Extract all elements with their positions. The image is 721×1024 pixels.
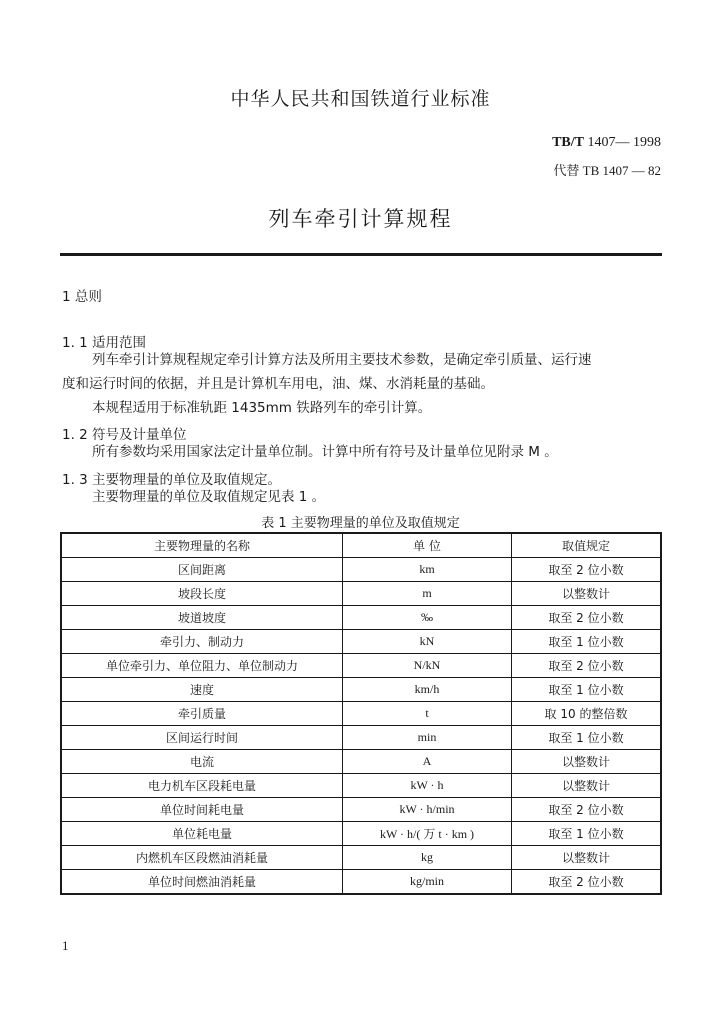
cell-unit: km [343,558,512,582]
table-row [61,798,661,822]
header-quantity: 主要物理量的名称 [61,533,343,558]
table-row [61,702,661,726]
table-caption: 表 1 主要物理量的单位及取值规定 [261,516,460,531]
paragraph-1-line-2: 度和运行时间的依据，并且是计算机车用电，油、煤、水消耗量的基础。 [62,376,494,392]
cell-unit: A [343,750,512,774]
table-row [61,846,661,870]
cell-rule: 取至 2 位小数 [512,558,662,582]
section-1-2-heading: 1. 2 符号及计量单位 [62,427,187,443]
cell-quantity: 电流 [61,750,343,774]
cell-rule: 取至 2 位小数 [512,870,662,895]
cell-unit: km/h [343,678,512,702]
cell-rule: 以整数计 [512,774,662,798]
table-row [61,558,661,582]
table-row [61,582,661,606]
table-row [61,654,661,678]
cell-unit: kW · h [343,774,512,798]
standard-category-title: 中华人民共和国铁道行业标准 [230,88,491,110]
paragraph-1-line-1: 列车牵引计算规程规定牵引计算方法及所用主要技术参数，是确定牵引质量、运行速 [92,352,592,368]
cell-rule: 以整数计 [512,846,662,870]
cell-unit: ‰ [343,606,512,630]
cell-rule: 以整数计 [512,582,662,606]
table-row [61,630,661,654]
cell-quantity: 速度 [61,678,343,702]
cell-quantity: 区间运行时间 [61,726,343,750]
cell-unit: t [343,702,512,726]
cell-rule: 取至 2 位小数 [512,606,662,630]
replaces-standard: 代替 TB 1407 — 82 [553,163,661,178]
cell-rule: 取至 2 位小数 [512,654,662,678]
paragraph-3: 主要物理量的单位及取值规定见表 1 。 [92,489,326,505]
cell-quantity: 坡段长度 [61,582,343,606]
document-title: 列车牵引计算规程 [268,207,453,231]
cell-quantity: 单位时间耗电量 [61,798,343,822]
table-row [61,726,661,750]
table-row [61,774,661,798]
cell-unit: min [343,726,512,750]
cell-quantity: 坡道坡度 [61,606,343,630]
table-row [61,606,661,630]
title-divider [60,253,662,256]
table-row [61,678,661,702]
cell-rule: 取至 2 位小数 [512,798,662,822]
units-table [60,532,662,895]
cell-rule: 取至 1 位小数 [512,822,662,846]
section-1-heading: 1 总则 [62,289,102,305]
cell-quantity: 区间距离 [61,558,343,582]
cell-unit: kW · h/min [343,798,512,822]
paragraph-2: 所有参数均采用国家法定计量单位制。计算中所有符号及计量单位见附录 M 。 [92,444,558,460]
section-1-3-heading: 1. 3 主要物理量的单位及取值规定。 [62,472,282,488]
cell-quantity: 内燃机车区段燃油消耗量 [61,846,343,870]
cell-rule: 取至 1 位小数 [512,726,662,750]
standard-code-prefix: TB/T [552,135,584,150]
cell-rule: 以整数计 [512,750,662,774]
cell-rule: 取至 1 位小数 [512,630,662,654]
standard-code-number: 1407— 1998 [587,135,661,150]
table-body [61,558,661,895]
table-header-row [61,533,661,558]
cell-unit: m [343,582,512,606]
table-row [61,870,661,895]
cell-quantity: 牵引力、制动力 [61,630,343,654]
cell-unit: kg/min [343,870,512,895]
paragraph-1-line-3: 本规程适用于标准轨距 1435mm 铁路列车的牵引计算。 [92,400,432,416]
cell-quantity: 牵引质量 [61,702,343,726]
standard-code [552,135,661,151]
cell-unit: kg [343,846,512,870]
header-rule: 取值规定 [512,533,662,558]
cell-unit: N/kN [343,654,512,678]
table-row [61,750,661,774]
cell-quantity: 单位牵引力、单位阻力、单位制动力 [61,654,343,678]
cell-quantity: 电力机车区段耗电量 [61,774,343,798]
cell-rule: 取至 1 位小数 [512,678,662,702]
cell-unit: kW · h/( 万 t · km ) [343,822,512,846]
cell-quantity: 单位耗电量 [61,822,343,846]
header-unit: 单 位 [343,533,512,558]
table-row [61,822,661,846]
cell-quantity: 单位时间燃油消耗量 [61,870,343,895]
section-1-1-heading: 1. 1 适用范围 [62,335,147,351]
cell-unit: kN [343,630,512,654]
cell-rule: 取 10 的整倍数 [512,702,662,726]
page-number: 1 [62,938,69,953]
